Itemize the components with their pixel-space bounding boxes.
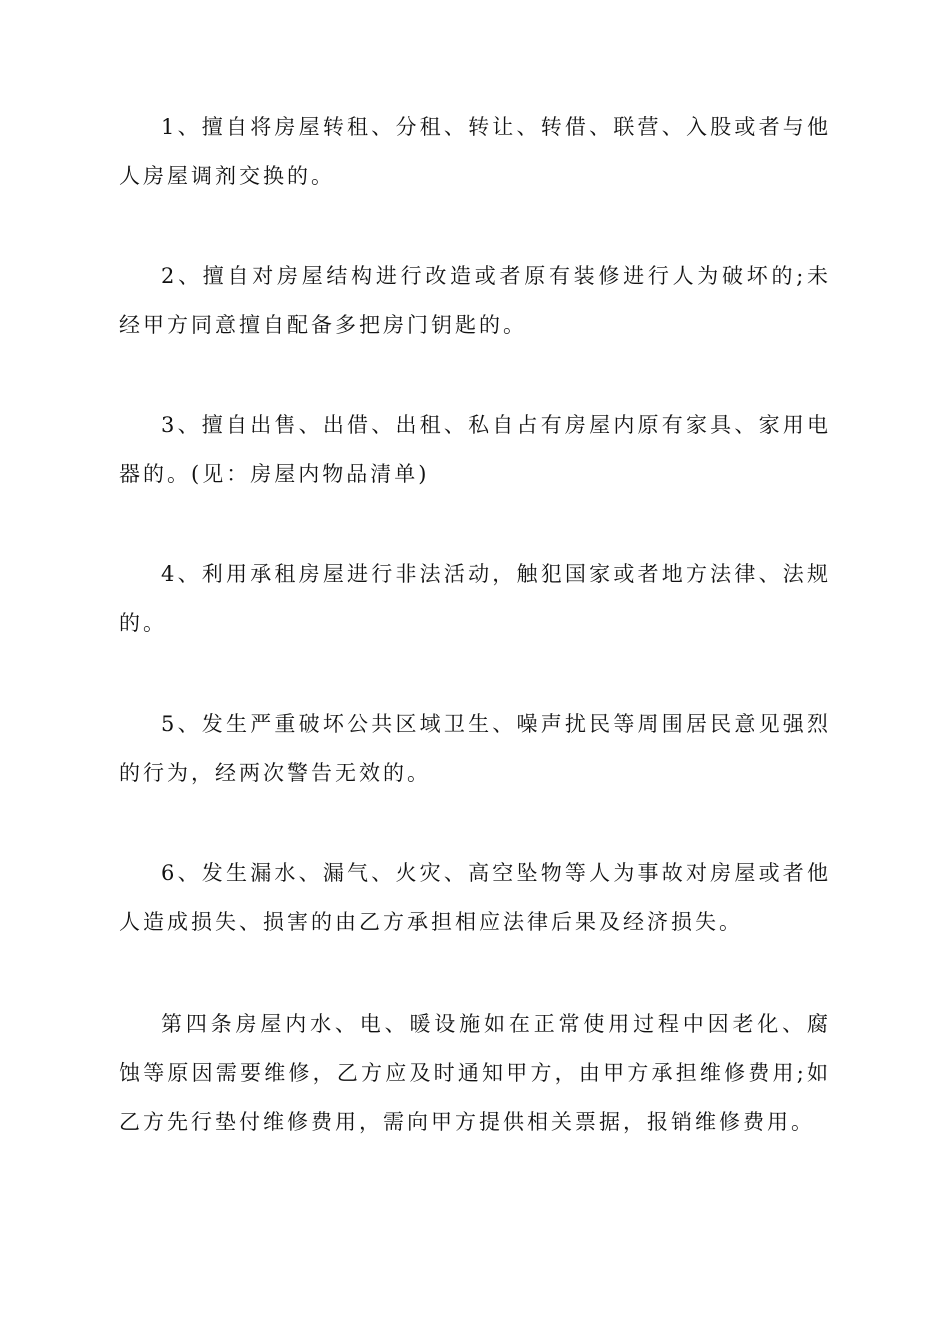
clause-1-paragraph: 1、擅自将房屋转租、分租、转让、转借、联营、入股或者与他人房屋调剂交换的。 <box>119 115 831 188</box>
clause-2-paragraph: 2、擅自对房屋结构进行改造或者原有装修进行人为破坏的;未经甲方同意擅自配备多把房门钥匙的。 <box>119 264 831 337</box>
clause-3-paragraph: 3、擅自出售、出借、出租、私自占有房屋内原有家具、家用电器的。(见：房屋内物品清单) <box>119 413 831 486</box>
clause-4-paragraph: 4、利用承租房屋进行非法活动，触犯国家或者地方法律、法规的。 <box>119 562 831 635</box>
article-4-paragraph: 第四条房屋内水、电、暖设施如在正常使用过程中因老化、腐蚀等原因需要维修，乙方应及时通知甲方，由甲方承担维修费用;如乙方先行垫付维修费用，需向甲方提供相关票据，报销维修费用。 <box>119 1012 831 1134</box>
clause-6-paragraph: 6、发生漏水、漏气、火灾、高空坠物等人为事故对房屋或者他人造成损失、损害的由乙方承担相应法律后果及经济损失。 <box>119 861 831 934</box>
clause-5-paragraph: 5、发生严重破坏公共区域卫生、噪声扰民等周围居民意见强烈的行为，经两次警告无效的。 <box>119 712 831 785</box>
